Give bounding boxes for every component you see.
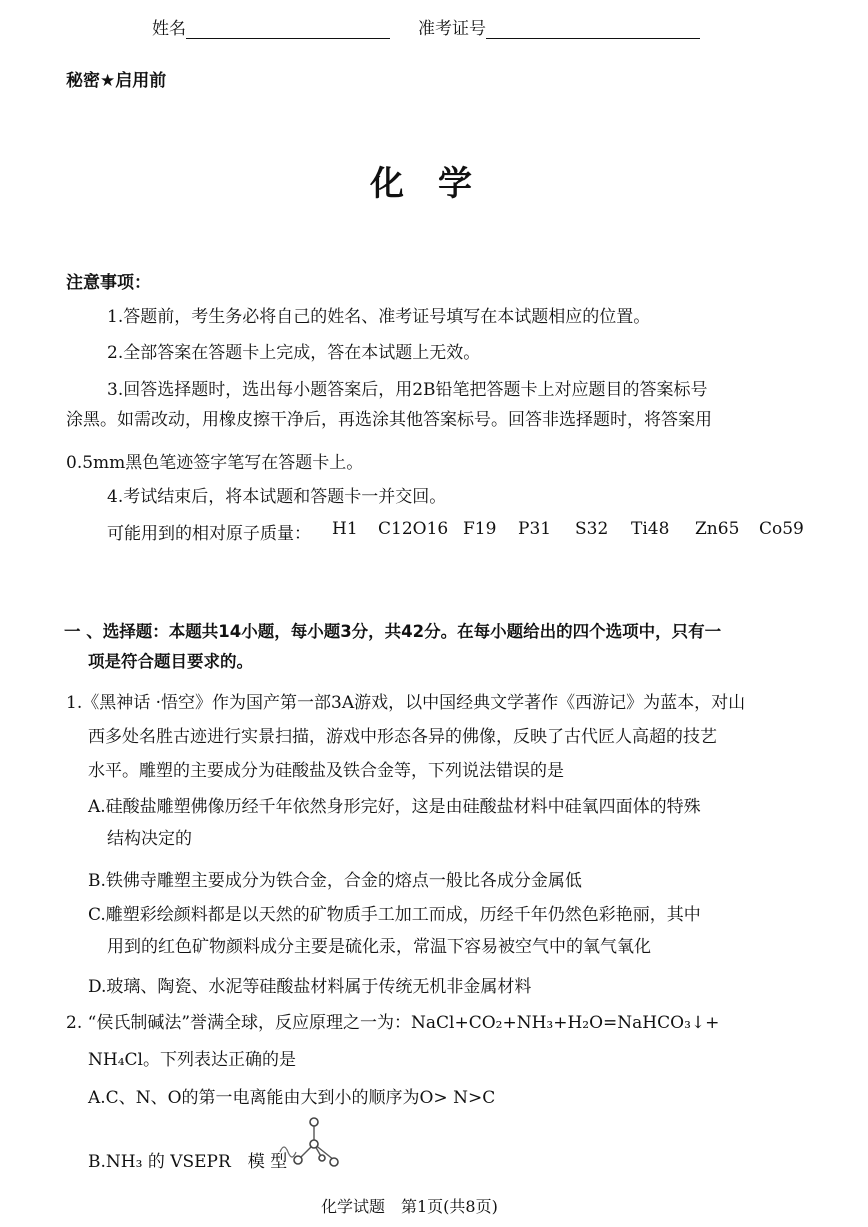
atomic-mass-label: 可能用到的相对原子质量： — [107, 524, 311, 544]
q1-stem-3: 水平。雕塑的主要成分为硅酸盐及铁合金等，下列说法错误的是 — [88, 761, 564, 781]
mass-co59: Co59 — [759, 519, 804, 539]
note-item-2: 2.全部答案在答题卡上完成，答在本试题上无效。 — [107, 343, 481, 363]
mass-zn: Zn65 — [695, 519, 740, 539]
page-footer: 化学试题 第1页(共8页) — [321, 1197, 498, 1216]
id-label: 准考证号 — [418, 19, 486, 39]
q1-option-b: B.铁佛寺雕塑主要成分为铁合金，合金的熔点一般比各成分金属低 — [88, 871, 582, 891]
q2-stem-2: NH₄Cl。下列表达正确的是 — [88, 1050, 296, 1070]
q1-option-a-cont: 结构决定的 — [107, 829, 192, 849]
note-item-4: 4.考试结束后，将本试题和答题卡一并交回。 — [107, 487, 447, 507]
mass-s: S32 — [575, 519, 609, 539]
note-item-1: 1.答题前，考生务必将自己的姓名、准考证号填写在本试题相应的位置。 — [107, 307, 651, 327]
q1-stem-2: 西多处名胜古迹进行实景扫描，游戏中形态各异的佛像，反映了古代匠人高超的技艺 — [88, 727, 717, 747]
section-heading-cont: 项是符合题目要求的。 — [88, 652, 253, 671]
q2-option-a: A.C、N、O的第一电离能由大到小的顺序为O> N>C — [88, 1088, 496, 1108]
name-blank — [186, 22, 390, 39]
mass-p: P31 — [518, 519, 552, 539]
vsepr-model-figure — [270, 1112, 340, 1172]
q1-stem-1: 1.《黑神话 ·悟空》作为国产第一部3A游戏，以中国经典文学著作《西游记》为蓝本，对山 — [66, 693, 746, 713]
q2-stem-1: 2. “侯氏制碱法”誉满全球，反应原理之一为：NaCl+CO₂+NH₃+H₂O=NaHCO₃↓+ — [66, 1013, 720, 1033]
q1-option-c-cont: 用到的红色矿物颜料成分主要是硫化汞，常温下容易被空气中的氧气氧化 — [107, 937, 651, 957]
secret-label: 秘密★启用前 — [66, 71, 167, 91]
section-heading: 一 、选择题：本题共14小题，每小题3分，共42分。在每小题给出的四个选项中，只有一 — [64, 622, 722, 641]
note-item-3-cont: 涂黑。如需改动，用橡皮擦干净后，再选涂其他答案标号。回答非选择题时，将答案用 — [66, 410, 712, 430]
notes-heading: 注意事项： — [66, 273, 151, 293]
q1-option-d: D.玻璃、陶瓷、水泥等硅酸盐材料属于传统无机非金属材料 — [88, 977, 532, 997]
q1-option-a: A.硅酸盐雕塑佛像历经千年依然身形完好，这是由硅酸盐材料中硅氧四面体的特殊 — [88, 797, 701, 817]
name-label: 姓名 — [152, 19, 186, 39]
note-item-3-end: 0.5mm黑色笔迹签字笔写在答题卡上。 — [66, 453, 364, 473]
atomic-mass-line — [107, 519, 311, 544]
id-blank — [486, 22, 700, 39]
q2-option-b: B.NH₃ 的 VSEPR 模 型 — [88, 1152, 288, 1172]
note-item-3: 3.回答选择题时，选出每小题答案后，用2B铅笔把答题卡上对应题目的答案标号 — [107, 380, 708, 400]
mass-f: F19 — [463, 519, 497, 539]
name-field — [152, 14, 390, 39]
mass-co: C12O16 — [378, 519, 449, 539]
q1-option-c: C.雕塑彩绘颜料都是以天然的矿物质手工加工而成，历经千年仍然色彩艳丽，其中 — [88, 905, 701, 925]
mass-ti: Ti48 — [631, 519, 670, 539]
id-field — [418, 14, 700, 39]
mass-h: H1 — [332, 519, 358, 539]
page-title: 化 学 — [370, 164, 472, 204]
